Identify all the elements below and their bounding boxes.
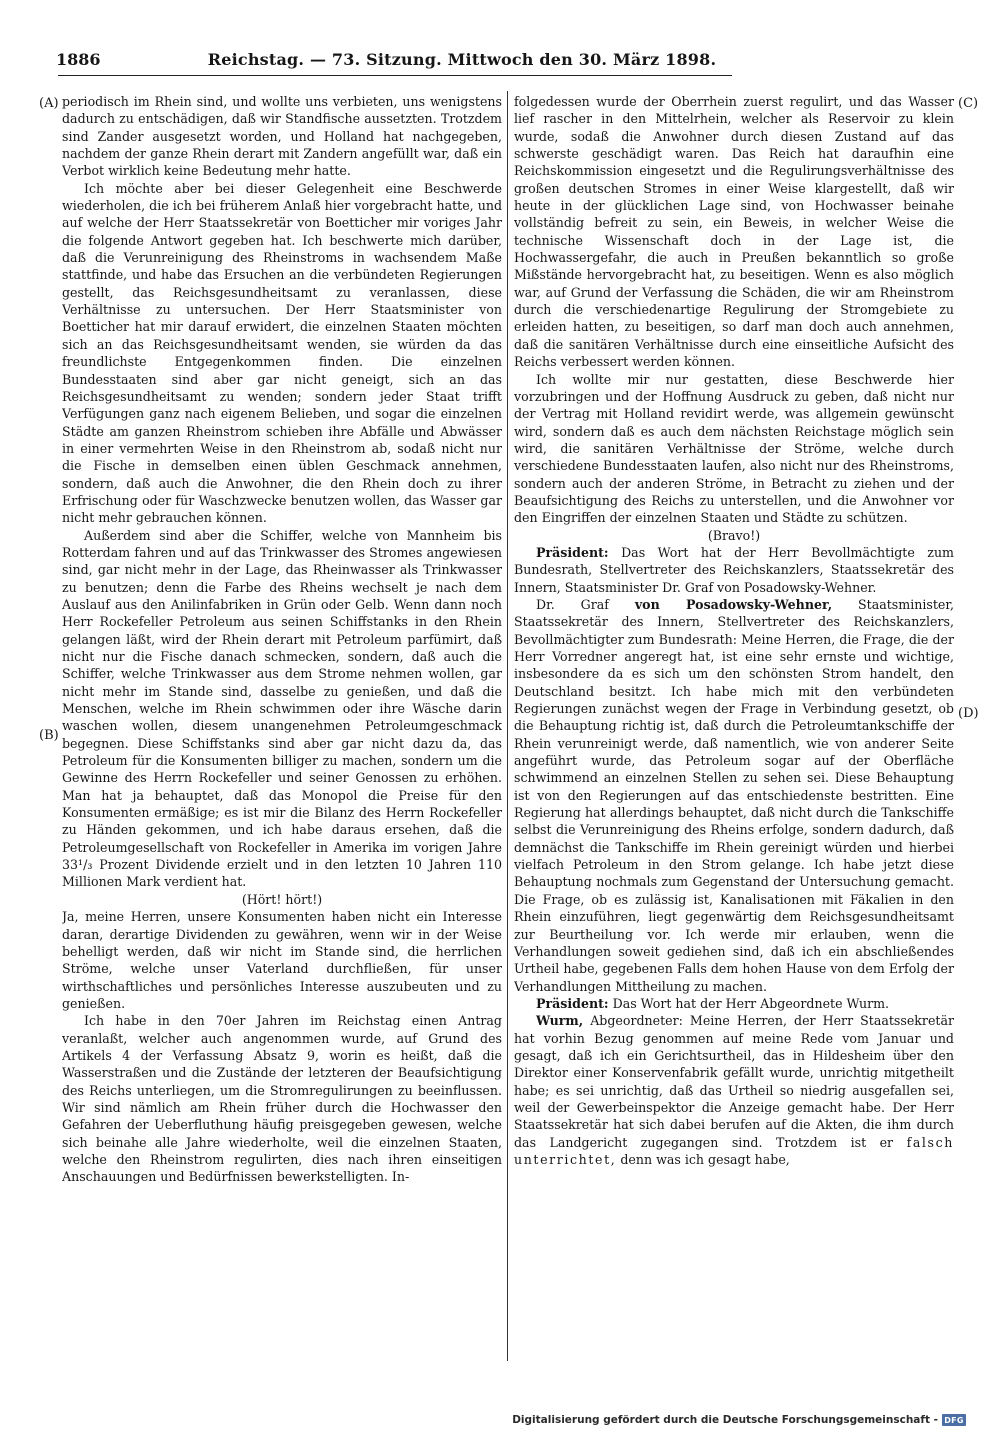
speaker-title: Dr. Graf <box>536 596 635 612</box>
speaker-name: Wurm, <box>536 1013 584 1029</box>
speech-paragraph <box>514 995 954 1012</box>
paragraph: Ich habe in den 70er Jahren im Reichstag einen Antrag veranlaßt, welcher auch angenommen wurde, auf Grund des Artikels 4 der Verfassung Absatz 9, worin es heißt, daß die Wasserstraßen und die Zustände der letzteren der Beaufsichtigung des Reichs unterliegen, um die Stromregulirungen zu beeinflussen. Wir sind nämlich am Rhein früher durch die Hochwasser den Gefahren der Ueberfluthung häufig preisgegeben gewesen, welche sich beinahe alle Jahre wiederholte, weil die einzelnen Staaten, welche den Rheinstrom regulirten, dies nach ihren einseitigen Anschauungen und Bedürfnissen bewerkstelligten. In- <box>62 1013 502 1185</box>
margin-marker-a: (A) <box>39 96 59 111</box>
speaker-name: Präsident: <box>536 544 609 560</box>
left-column <box>62 93 502 1361</box>
digitization-credit <box>512 1413 966 1427</box>
margin-marker-d: (D) <box>958 706 979 721</box>
right-column <box>514 93 954 1361</box>
speech-paragraph <box>514 544 954 596</box>
dfg-logo-icon: DFG <box>942 1414 966 1426</box>
speech-text: Abgeordneter: Meine Herren, der Herr Staatssekretär hat vorhin Bezug genommen auf meine Rede vom Januar und gesagt, daß ich ein Gerichtsurtheil, das in Hildesheim über den Direktor einer Konservenfabrik gefällt wurde, unrichtig mitgetheilt habe; es sei unrichtig, daß das Urtheil so niedrig ausgefallen sei, weil der Gewerbeinspektor die Anzeige gemacht habe. Der Herr Staatssekretär hat sich dabei berufen auf die Akten, die ihm durch das Landgericht zugegangen sind. Trotzdem ist er <box>514 1013 954 1150</box>
speech-paragraph <box>514 596 954 995</box>
page-number: 1886 <box>56 50 101 69</box>
speech-text: Das Wort hat der Herr Abgeordnete Wurm. <box>608 995 890 1011</box>
margin-marker-b: (B) <box>39 728 59 743</box>
speech-text: denn was ich gesagt habe, <box>616 1151 790 1167</box>
paragraph: Ich möchte aber bei dieser Gelegenheit eine Beschwerde wiederholen, die ich bei früherem Anlaß hier vorgebracht hatte, und auf welche der Herr Staatssekretär von Boetticher mir voriges Jahr die folgende Antwort gegeben hat. Ich beschwerte mich darüber, daß die Verunreinigung des Rheinstroms in wachsendem Maße stattfinde, und habe das Ersuchen an die verbündeten Regierungen gestellt, das Reichsgesundheitsamt zu veranlassen, diese Verhältnisse zu untersuchen. Der Herr Staatsminister von Boetticher hat mir darauf erwidert, die einzelnen Staaten möchten sich an das Reichsgesundheitsamt wenden, sie würden da das freundlichste Entgegenkommen finden. Die einzelnen Bundesstaaten sind aber gar nicht geneigt, sich an das Reichsgesundheitsamt zu wenden; sondern jeder Staat trifft Verfügungen ganz nach eigenem Belieben, und sogar die einzelnen Städte am ganzen Rheinstrom schieben ihre Abfälle und Abwässer in einer vermehrten Weise in den Rheinstrom ab, sodaß nicht nur die Fische in demselben einen üblen Geschmack annehmen, sondern, daß auch die Anwohner, die den Rhein doch zu ihrer Erfrischung oder für Waschzwecke benutzen wollen, das Wasser gar nicht mehr gebrauchen können. <box>62 180 502 526</box>
credit-text: Digitalisierung gefördert durch die Deutsche Forschungsgemeinschaft - <box>512 1414 938 1426</box>
margin-marker-c: (C) <box>958 96 979 111</box>
speaker-name: Präsident: <box>536 995 609 1011</box>
speech-text: Staatsminister, Staatssekretär des Innern, Stellvertreter des Reichskanzlers, Bevollmächtigter zum Bundesrath: Meine Herren, die Frage, die der Herr Vorredner angeregt hat, ist eine sehr ernste und wichtige, insbesondere da es sich um den schönsten Strom handelt, den Deutschland besitzt. Ich habe mich mit den verbündeten Regierungen zunächst wegen der Frage in Verbindung gesetzt, ob die Behauptung richtig ist, daß durch die Petroleumtankschiffe der Rhein verunreinigt werde, daß namentlich, wie von anderer Seite angeführt wurde, das Petroleum sogar auf der Oberfläche schwimmend an einzelnen Stellen zu sehen sei. Diese Behauptung ist von den Regierungen auf das entschiedenste bestritten. Eine Regierung hat allerdings behauptet, daß nicht durch die Tankschiffe selbst die Verunreinigung des Rheins erfolge, sondern dadurch, daß demnächst die Tankschiffe im Rhein gereinigt würden und hierbei vielfach Petroleum in den Strom gelange. Ich habe jetzt diese Behauptung nochmals zum Gegenstand der Untersuchung gemacht. Die Frage, ob es zulässig ist, Kanalisationen mit Fäkalien in den Rhein einzuführen, liegt gegenwärtig dem Reichsgesundheitsamt zur Beurtheilung vor. Ich werde mir erlauben, wenn die Verhandlungen soweit gediehen sind, daß ich ein abschließendes Urtheil habe, gegebenen Falls dem hohen Hause von dem Erfolg der Verhandlungen Mittheilung zu machen. <box>514 596 954 994</box>
paragraph: Außerdem sind aber die Schiffer, welche von Mannheim bis Rotterdam fahren und auf das Trinkwasser des Stromes angewiesen sind, gar nicht mehr in der Lage, das Rheinwasser als Trinkwasser zu benutzen; denn die Farbe des Rheins wechselt je nach dem Auslauf aus den Anilinfabriken in Grün oder Gelb. Wenn dann noch Herr Rockefeller Petroleum aus seinen Schiffstanks in den Rhein gelangen läßt, wird der Rhein derart mit Petroleum parfümirt, daß nicht nur die Fische danach schmecken, sondern, daß auch die Schiffer, welche Trinkwasser aus dem Strome nehmen wollen, gar nicht mehr im Stande sind, dasselbe zu genießen, und daß die Menschen, welche im Rhein schwimmen oder ihre Wäsche darin waschen wollen, diesem unangenehmen Petroleumgeschmack begegnen. Diese Schiffstanks sind aber gar nicht dazu da, das Petroleum für die Konsumenten billiger zu machen, sondern um die Gewinne des Herrn Rockefeller und seiner Genossen zu erhöhen. Man hat ja behauptet, daß das Monopol die Preise für den Konsumenten ermäßige; es ist mir die Bilanz des Herrn Rockefeller zu Händen gekommen, und ich habe daraus ersehen, daß die Petroleumgesellschaft von Rockefeller in Amerika im vorigen Jahre 33¹/₃ Prozent Dividende erzielt und in den letzten 10 Jahren 110 Millionen Mark verdient hat. <box>62 527 502 890</box>
paragraph: Ja, meine Herren, unsere Konsumenten haben nicht ein Interesse daran, derartige Dividenden zu gewähren, wenn wir in der Weise behelligt werden, daß wir nicht im Stande sind, die herrlichen Ströme, welche unser Vaterland durchfließen, für unser wirthschaftliches und persönliches Interesse auszubeuten und zu genießen. <box>62 909 502 1011</box>
emphasized-text: falsch unterrichtet, <box>514 1134 954 1167</box>
speech-paragraph <box>514 1012 954 1168</box>
paragraph: periodisch im Rhein sind, und wollte uns verbieten, uns wenigstens dadurch zu entschädigen, daß wir Standfische aussetzten. Trotzdem sind Zander ausgesetzt worden, und Holland hat nachgegeben, nachdem der ganze Rhein derart mit Zandern angefüllt war, daß ein Verbot wirklich keine Bedeutung mehr hatte. <box>62 94 502 179</box>
speaker-name: von Posadowsky-Wehner, <box>634 596 833 612</box>
column-divider <box>507 91 508 1361</box>
running-head: Reichstag. — 73. Sitzung. Mittwoch den 30. März 1898. <box>207 50 717 69</box>
page-header <box>56 48 738 72</box>
header-rule <box>58 75 732 76</box>
interjection: (Bravo!) <box>707 527 761 543</box>
speech-text: Das Wort hat der Herr Bevollmächtigte zum Bundesrath, Stellvertreter des Reichskanzlers, Staatssekretär des Innern, Staatsminister Dr. Graf von Posadowsky-Wehner. <box>514 544 954 595</box>
interjection: (Hört! hört!) <box>241 891 323 907</box>
paragraph: Ich wollte mir nur gestatten, diese Beschwerde hier vorzubringen und der Hoffnung Ausdruck zu geben, daß nicht nur der Vertrag mit Holland revidirt werde, was allgemein gewünscht wird, sondern daß es auch dem nächsten Reichstage möglich sein wird, die sanitären Verhältnisse der Ströme, welche durch verschiedene Bundesstaaten laufen, also nicht nur des Rheinstroms, sondern auch der anderen Ströme, in Betracht zu ziehen und der Beaufsichtigung des Reichs zu unterstellen, und die Anwohner vor den Eingriffen der einzelnen Staaten und Städte zu schützen. <box>514 371 954 526</box>
paragraph: folgedessen wurde der Oberrhein zuerst regulirt, und das Wasser lief rascher in den Mittelrhein, welcher als Reservoir zu klein wurde, sodaß die Anwohner durch diesen Zustand auf das schwerste geschädigt waren. Das Reich hat daraufhin eine Reichskommission eingesetzt und die Regulirungsverhältnisse des großen deutschen Stromes in einer Weise klargestellt, daß wir heute in der glücklichen Lage sind, von Hochwasser beinahe vollständig befreit zu sein, ein Beweis, in welcher Weise die technische Wissenschaft doch in der Lage ist, die Hochwassergefahr, die auch in Preußen bekanntlich so große Mißstände hervorgebracht hat, zu beseitigen. Wenn es also möglich war, auf Grund der Verfassung die Schäden, die wir am Rheinstrom durch die verschiedenartige Regulirung der Stromgebiete zu erleiden hatten, zu beseitigen, so darf man doch auch annehmen, daß die sanitären Verhältnisse durch eine einseitliche Aufsicht des Reichs verbessert werden können. <box>514 94 954 370</box>
